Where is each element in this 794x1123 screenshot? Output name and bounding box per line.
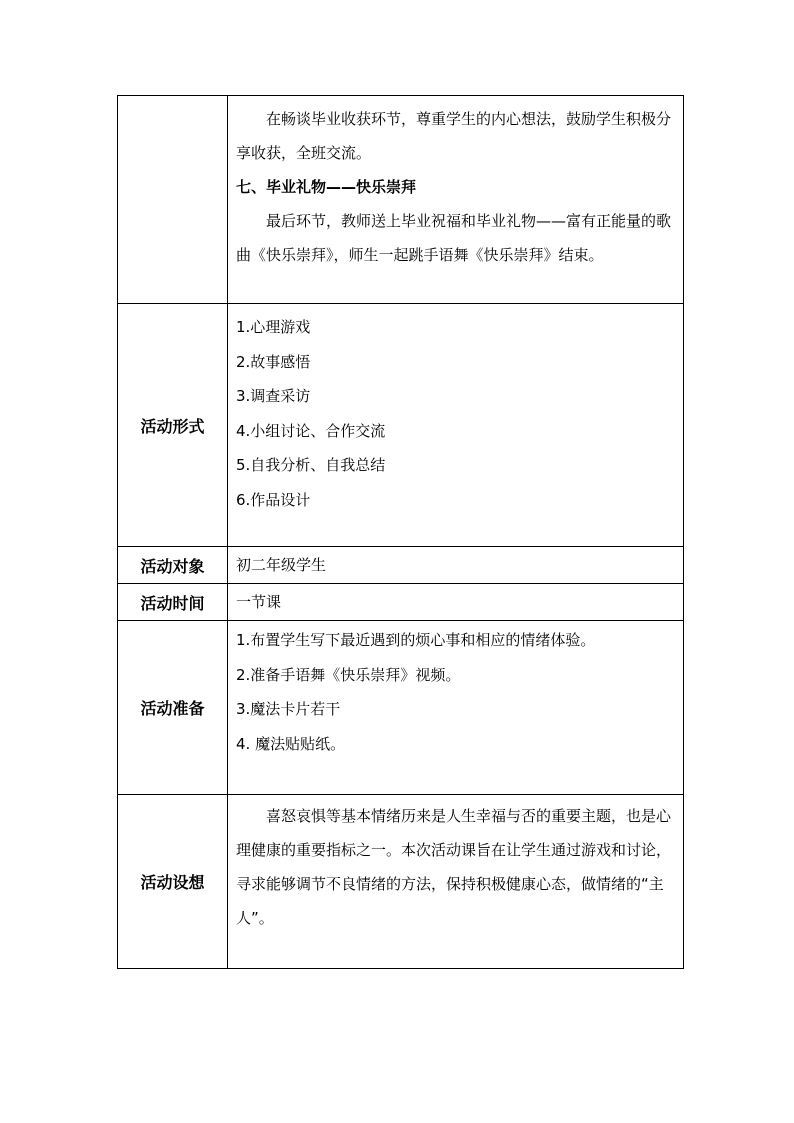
list-item: 3.魔法卡片若干 [236,700,341,718]
table-row [118,584,684,621]
list-item: 5.自我分析、自我总结 [236,456,386,474]
list-item: 6.作品设计 [236,490,311,509]
table-row [118,621,684,795]
row-content [228,304,684,547]
row-label-activity-time: 活动时间 [118,584,228,621]
list-item: 2.准备手语舞《快乐崇拜》视频。 [236,665,461,684]
row-label-activity-preparation: 活动准备 [118,621,228,795]
section-heading: 七、毕业礼物——快乐崇拜 [236,178,417,196]
paragraph: 最后环节，教师送上毕业祝福和毕业礼物——富有正能量的歌曲《快乐崇拜》，师生一起跳手语舞《快乐崇拜》结束。 [236,212,672,264]
list-item: 2.故事感悟 [236,352,311,371]
row-label-empty [118,96,228,304]
row-content [228,96,684,304]
row-label-activity-form: 活动形式 [118,304,228,547]
row-content [228,547,684,584]
list-item: 3.调查采访 [236,387,311,405]
paragraph: 在畅谈毕业收获环节，尊重学生的内心想法，鼓励学生积极分享收获，全班交流。 [236,110,672,162]
list-item: 1.心理游戏 [236,318,311,336]
row-label-activity-target: 活动对象 [118,547,228,584]
list-item: 4.小组讨论、合作交流 [236,421,386,440]
activity-plan-table [117,95,684,969]
row-content [228,795,684,969]
table-row [118,304,684,547]
table-row [118,96,684,304]
row-value: 初二年级学生 [236,556,327,574]
row-label-activity-concept: 活动设想 [118,795,228,969]
row-content [228,621,684,795]
table-row [118,547,684,584]
list-item: 1.布置学生写下最近遇到的烦心事和相应的情绪体验。 [236,631,596,649]
list-item: 4. 魔法贴贴纸。 [236,734,346,753]
row-content [228,584,684,621]
row-value: 一节课 [236,593,282,611]
paragraph: 喜怒哀惧等基本情绪历来是人生幸福与否的重要主题，也是心理健康的重要指标之一。本次活动课旨在让学生通过游戏和讨论，寻求能够调节不良情绪的方法，保持积极健康心态，做情绪的“主人”。 [236,807,672,927]
table-row [118,795,684,969]
